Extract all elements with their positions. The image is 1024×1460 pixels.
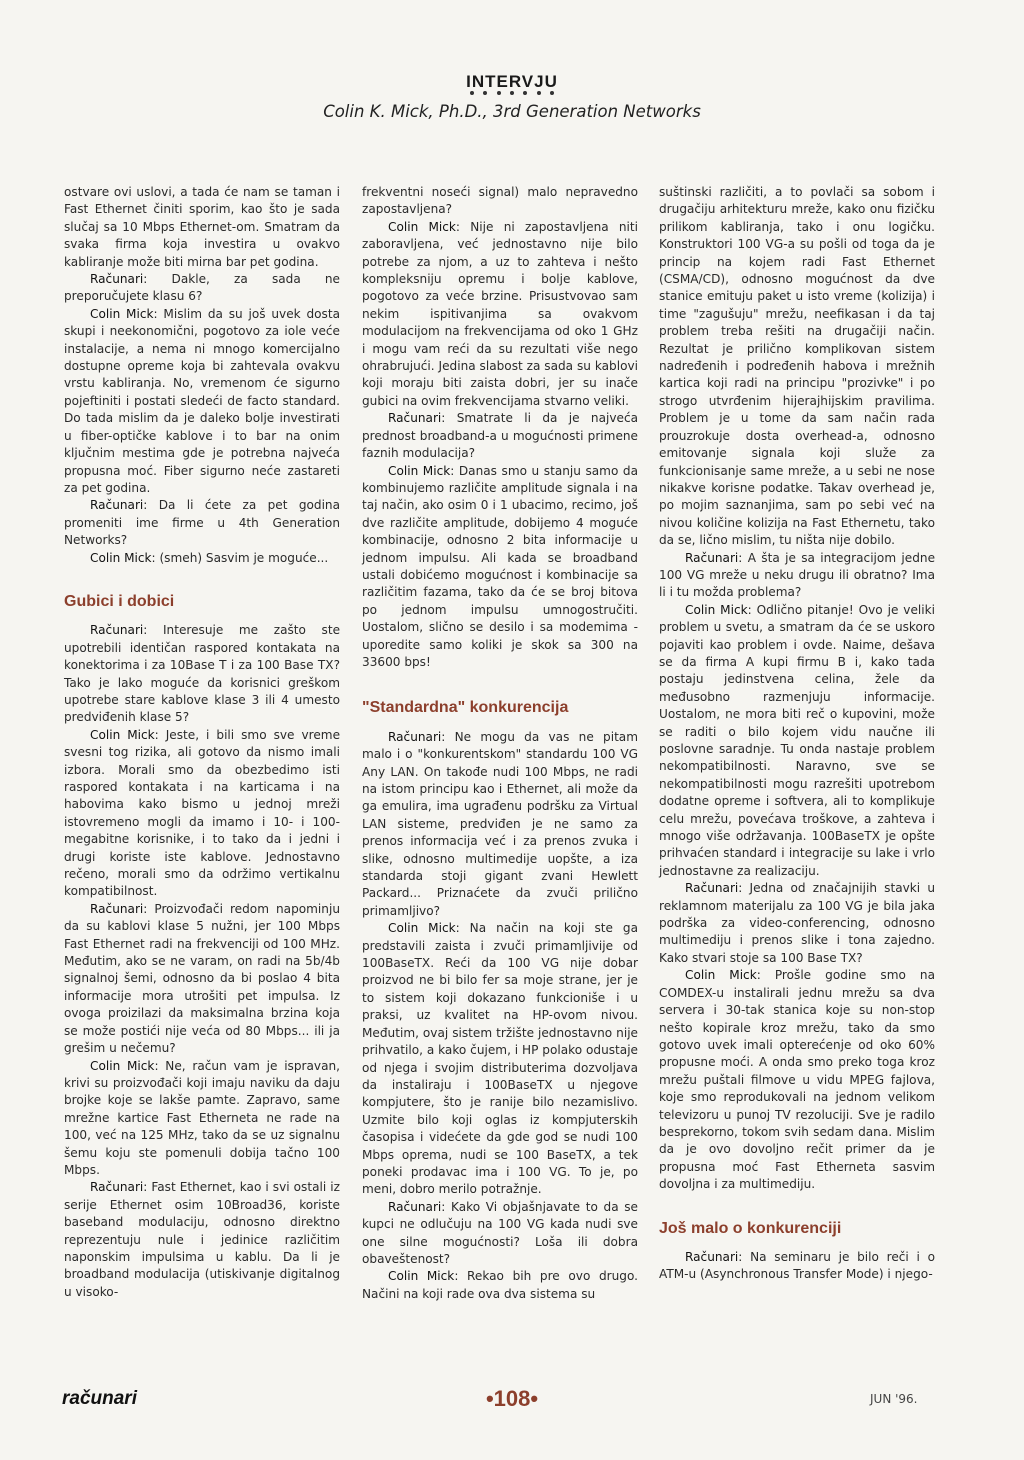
paragraph-text: A šta je sa integracijom jedne 100 VG mreže u neku drugu ili obratno? Ima li i tu možda problema?	[659, 550, 936, 600]
interview-paragraph: Računari: Proizvođači redom napominju da su kablovi klase 5 nužni, jer 100 Mbps Fast Ethernet radi na frekvenciji od 100 MHz. Međutim, ako se ne varam, on radi na 5b/4b signalnoj šemi, odnosno da bi poslao 4 bita informacije mora utrošiti pet impulsa. Iz ovoga proizilazi da maksimalna brzina koja se može postići nije veća od 80 Mbps... ili ja grešim u nečemu?	[64, 901, 340, 1056]
speaker-label: Colin Mick	[388, 1269, 455, 1284]
text-column-1	[64, 184, 340, 1301]
interview-paragraph: Colin Mick: Mislim da su još uvek dosta skupi i neekonomični, pogotovo za iole veće instalacije, a nema ni mnogo komercijalno dostupne opreme koja bi zahtevala ovakvu vrstu kabliranja. No, vremenom će sigurno pojeftiniti i postati sledeći de facto standard. Do tada mislim da je daleko bolje investirati u fiber-optičke kablove i to bar na onim ključnim mestima gde je potrebna najveća propusna moć. Fiber sigurno neće zastareti za pet godina.	[64, 306, 340, 495]
body-paragraph	[64, 184, 340, 271]
paragraph-text: Jeste, i bili smo sve vreme svesni tog rizika, ali gotovo da nismo imali izbora. Morali smo da obezbedimo isti raspored kontakata i na karticama i na habovima kako bismo u jednoj mreži istovremeno mogli da imamo i 10- i 100-megabitne korisnike, i to tako da i jedni i drugi koriste iste kablove. Jednostavno rečeno, morali smo da održimo vertikalnu kompatibilnost.	[64, 727, 341, 899]
interview-paragraph: Colin Mick: Na način na koji ste ga predstavili zaista i zvuči primamljivije od 100BaseTX. Reći da 100 VG nije dobar proizvod ne bi bilo fer sa moje strane, jer je to sistem koji dokazano funkcioniše i u praksi, uz kvalitet na HP-ovom nivou. Međutim, ovaj sistem tržište jednostavno nije prihvatilo, a kako čujem, i HP polako odustaje od njega i svojim distributerima dozvoljava da instaliraju i 100BaseTX u njegove kompjutere, što je ranije bilo nezamislivo. Uzmite bilo koji oglas iz kompjuterskih časopisa i videćete da gde god se nudi 100 Mbps oprema, nudi se 100 BaseTX, a tek poneki prodavac ima i 100 VG. To je, po meni, dobro merilo potražnje.	[362, 921, 638, 1197]
interview-subtitle: Colin K. Mick, Ph.D., 3rd Generation Networks	[323, 102, 701, 121]
page-number: •108•	[485, 1386, 539, 1411]
paragraph-text: frekventni noseći signal) malo nepravedno zapostavljena?	[362, 185, 638, 217]
speaker-label: Računari	[685, 1249, 739, 1264]
speaker-label: Računari	[685, 550, 739, 565]
speaker-label: Računari	[90, 623, 144, 638]
paragraph-text: Odlično pitanje! Ovo je veliki problem u svetu, a smatram da će se uskoro pojaviti kao problem i ovde. Naime, dešava se da firma A kupi firmu B i, kako tada postaju jedinstvena celina, žele da međusobno razmenjuju informacije. Uostalom, ne mora biti reč o kupovini, može se raditi o bilo kojem vidu naučne ili poslovne saradnje. Tu onda nastaje problem nekompatibilnosti. Naravno, sve se nekompatibilnosti mogu razrešiti upotrebom dodatne opreme i softvera, ali to komplikuje celu mrežu, povećava troškove, a zahteva i mnogo više održavanja. 100BaseTX je opšte prihvaćen standard i integracije su lake i vrlo jednostavne za realizaciju.	[659, 602, 935, 878]
section-heading: Još malo o konkurenciji	[659, 1219, 842, 1237]
interview-paragraph: Colin Mick: Odlično pitanje! Ovo je veliki problem u svetu, a smatram da će se uskoro pojaviti kao problem i ovde. Naime, dešava se da firma A kupi firmu B i, kako tada postaju jedinstvena celina, žele da međusobno razmenjuju informacije. Uostalom, ne mora biti reč o kupovini, može se raditi o bilo kojem vidu naučne ili poslovne saradnje. Tu onda nastaje problem nekompatibilnosti. Naravno, sve se nekompatibilnosti mogu razrešiti upotrebom dodatne opreme i softvera, ali to komplikuje celu mrežu, povećava troškove, a zahteva i mnogo više održavanja. 100BaseTX je opšte prihvaćen standard i integracije su lake i vrlo jednostavne za realizaciju.	[659, 602, 935, 878]
body-paragraph	[362, 184, 638, 219]
speaker-label: Colin Mick	[388, 219, 456, 234]
paragraph-text: Fast Ethernet, kao i svi ostali iz serije Ethernet osim 10Broad36, koriste baseband modulaciju, odnosno direktno reprezentuju nule i jedinice različitim naponskim impulsima u kablu. Da li je broadband modulacija (utiskivanje digitalnog u visoko-	[64, 1180, 340, 1299]
issue-date: JUN '96.	[870, 1392, 918, 1406]
paragraph-text: Ne mogu da vas ne pitam malo i o "konkurentskom" standardu 100 VG Any LAN. On takođe nudi 100 Mbps, ne radi na istom principu kao i Ethernet, ali može da ga emulira, ima ugrađenu podršku za Virtual LAN sisteme, predviđen je ne samo za prenos informacija već i za prenos zvuka i slike, odnosno multimedije uopšte, a iza standarda stoji gigant zvani Hewlett Packard... Priznaćete da zvuči prilično primamljivo?	[362, 729, 638, 918]
paragraph-text: Na način na koji ste ga predstavili zaista i zvuči primamljivije od 100BaseTX. Reći da 100 VG nije dobar proizvod ne bi bilo fer sa moje strane, jer je to sistem koji dokazano funkcioniše i u praksi, uz kvalitet na HP-ovom nivou. Međutim, ovaj sistem tržište jednostavno nije prihvatilo, a kako čujem, i HP polako odustaje od njega i svojim distributerima dozvoljava da instaliraju i 100BaseTX u njegove kompjutere, što je ranije bilo nezamislivo. Uzmite bilo koji oglas iz kompjuterskih časopisa i videćete da gde god se nudi 100 Mbps oprema, nudi se 100 BaseTX, a tek poneki prodavac ima i 100 VG. To je, po meni, dobro merilo potražnje.	[362, 921, 638, 1197]
paragraph-text: Da li ćete za pet godina promeniti ime firme u 4th Generation Networks?	[64, 498, 341, 548]
section-heading: Gubici i dobici	[64, 592, 175, 610]
paragraph-text: Na seminaru je bilo reči i o ATM-u (Asynchronous Transfer Mode) i njego-	[659, 1249, 936, 1282]
speaker-label: Računari	[90, 498, 144, 513]
interview-paragraph: Računari: Fast Ethernet, kao i svi ostali iz serije Ethernet osim 10Broad36, koriste baseband modulaciju, odnosno direktno reprezentuju nule i jedinice različitim naponskim impulsima u kablu. Da li je broadband modulacija (utiskivanje digitalnog u visoko-	[64, 1180, 340, 1299]
interview-paragraph: Računari: Dakle, za sada ne preporučujete klasu 6?	[64, 272, 340, 304]
paragraph-text: Nije ni zapostavljena niti zaboravljena, već jednostavno nije bilo potrebe za njom, a uz to zahteva i nešto kompleksniju opremu i bolje kablove, pogotovo za veće brzine. Prisustvovao sam nekim ispitivanjima sa ovakvom modulacijom na frekvencijama od oko 1 GHz i mogu vam reći da su rezultati više nego ohrabrujući. Jedina slabost za sada su kablovi koji moraju biti zaista dobri, jer su inače gubici na ovim frekvencijama stvarno veliki.	[362, 219, 639, 408]
speaker-label: Računari	[388, 729, 442, 744]
speaker-label: Računari	[90, 1180, 144, 1195]
paragraph-text: Jedna od značajnijih stavki u reklamnom materijalu za 100 VG je bila jaka podrška za video-conferencing, odnosno multimediju i prenos slike i tona zajedno. Kako stvari stoje sa 100 Base TX?	[659, 881, 936, 965]
interview-paragraph: Računari: Interesuje me zašto ste upotrebili identičan raspored kontakata na konektorima i za 10Base T i za 100 Base TX? Tako je lako moguće da korisnici greškom upotrebe stare kablove klase 3 ili 4 umesto predviđenih klase 5?	[64, 623, 341, 725]
interview-paragraph: Colin Mick: Ne, račun vam je ispravan, krivi su proizvođači koji imaju naviku da daju brojke koje se lakše pamte. Zapravo, same mrežne kartice Fast Etherneta ne rade na 100, već na 125 MHz, tako da se uz signalnu šemu koju ste pomenuli dobija tačno 100 Mbps.	[64, 1058, 340, 1177]
interview-paragraph: Colin Mick: Jeste, i bili smo sve vreme svesni tog rizika, ali gotovo da nismo imali izbora. Morali smo da obezbedimo isti raspored kontakata i na karticama i na habovima kako bismo u jednoj mreži istovremeno mogli da imamo i 10- i 100-megabitne korisnike, i to tako da i jedni i drugi koriste iste kablove. Jednostavno rečeno, morali smo da održimo vertikalnu kompatibilnost.	[64, 727, 341, 899]
paragraph-text: Proizvođači redom napominju da su kablovi klase 5 nužni, jer 100 Mbps Fast Ethernet radi na frekvenciji od 100 MHz. Međutim, ako se ne varam, on radi na 5b/4b signalnoj šemi, odnosno da bi poslao 4 bita informacije mora utrošiti pet impulsa. Iz ovoga proizilazi da maksimalna brzina koja se može postići nije veća od 80 Mbps... ili ja grešim u nečemu?	[64, 901, 340, 1056]
speaker-label: Colin Mick	[90, 727, 155, 742]
speaker-label: Colin Mick	[90, 1058, 155, 1073]
speaker-label: Računari	[90, 272, 144, 287]
kicker-dots	[470, 91, 554, 95]
paragraph-text: ostvare ovi uslovi, a tada će nam se taman i Fast Ethernet činiti sporim, kao što je sada slučaj sa 10 Mbps Ethernet-om. Smatram da svaka firma koja investira u ovakvo kabliranje može biti mirna bar pet godina.	[64, 185, 340, 269]
interview-paragraph: Colin Mick: (smeh) Sasvim je moguće...	[90, 550, 329, 565]
interview-paragraph: Računari: Na seminaru je bilo reči i o ATM-u (Asynchronous Transfer Mode) i njego-	[659, 1249, 936, 1282]
paragraph-text: Mislim da su još uvek dosta skupi i neekonomični, pogotovo za iole veće instalacije, a nema ni mnogo komercijalno dostupne opreme koja bi zahtevala ovakvu vrstu kabliranja. No, vremenom će sigurno pojeftiniti i postati sledeći de facto standard. Do tada mislim da je daleko bolje investirati u fiber-optičke kablove i to bar na onim ključnim mestima gde je potrebna najveća propusna moć. Fiber sigurno neće zastareti za pet godina.	[64, 306, 340, 495]
section-heading: "Standardna" konkurencija	[362, 699, 569, 717]
interview-paragraph: Računari: Kako Vi objašnjavate to da se kupci ne odlučuju na 100 VG kada nudi sve one silne mogućnosti? Loša ili dobra obaveštenost?	[362, 1199, 638, 1266]
interview-paragraph: Računari: Jedna od značajnijih stavki u reklamnom materijalu za 100 VG je bila jaka podrška za video-conferencing, odnosno multimediju i prenos slike i tona zajedno. Kako stvari stoje sa 100 Base TX?	[659, 881, 936, 965]
speaker-label: Računari	[685, 881, 739, 896]
interview-paragraph: Računari: Smatrate li da je najveća prednost broadband-a u mogućnosti primene faznih modulacija?	[362, 411, 638, 461]
speaker-label: Računari	[388, 411, 442, 426]
interview-paragraph: Colin Mick: Danas smo u stanju samo da kombinujemo različite amplitude signala i na taj način, ako osim 0 i 1 ubacimo, recimo, još dve različite amplitude, dobijemo 4 moguće kombinacije, odnosno 2 bita informacije u jednom impulsu. Ali kada se broadband ustali dobićemo mogućnost i kombinacije sa različitim fazama, tako da će se broj bitova po jednom impulsu umnogostručiti. Uostalom, slično se desilo i sa modemima - uporedite samo koliki je skok sa 300 na 33600 bps!	[362, 463, 639, 669]
interview-paragraph: Računari: Da li ćete za pet godina promeniti ime firme u 4th Generation Networks?	[64, 498, 341, 548]
paragraph-text: (smeh) Sasvim je moguće...	[159, 550, 329, 565]
interview-paragraph: Računari: Ne mogu da vas ne pitam malo i o "konkurentskom" standardu 100 VG Any LAN. On takođe nudi 100 Mbps, ne radi na istom principu kao i Ethernet, ali može da ga emulira, ima ugrađenu podršku za Virtual LAN sisteme, predviđen je ne samo za prenos informacija već i za prenos zvuka i slike, odnosno multimedije uopšte, a iza standarda stoji gigant zvani Hewlett Packard... Priznaćete da zvuči prilično primamljivo?	[362, 729, 638, 918]
interview-paragraph: Colin Mick: Prošle godine smo na COMDEX-u instalirali jednu mrežu sa dva servera i 30-tak stanica koje su non-stop nešto kopirale kroz mrežu, tako da smo gotovo uvek imali opterećenje od oko 60% propusne moći. A onda smo preko toga kroz mrežu puštali filmove u vidu MPEG fajlova, koje smo reprodukovali na jednom velikom televizoru u punoj TV rezoluciji. Sve je radilo besprekorno, tokom svih sedam dana. Mislim da je ovo dovoljno rečit primer da je propusna moć Fast Etherneta sasvim dovoljna i za multimediju.	[659, 968, 935, 1192]
body-paragraph	[659, 184, 935, 550]
speaker-label: Colin Mick	[685, 968, 757, 983]
paragraph-text: Prošle godine smo na COMDEX-u instalirali jednu mrežu sa dva servera i 30-tak stanica koje su non-stop nešto kopirale kroz mrežu, tako da smo gotovo uvek imali opterećenje od oko 60% propusne moći. A onda smo preko toga kroz mrežu puštali filmove u vidu MPEG fajlova, koje smo reprodukovali na jednom velikom televizoru u punoj TV rezoluciji. Sve je radilo besprekorno, tokom svih sedam dana. Mislim da je ovo dovoljno rečit primer da je propusna moć Fast Etherneta sasvim dovoljna i za multimediju.	[659, 968, 935, 1192]
text-column-2	[362, 184, 638, 1303]
magazine-brand: računari	[62, 1388, 137, 1409]
paragraph-text: Dakle, za sada ne preporučujete klasu 6?	[64, 272, 340, 304]
paragraph-text: Ne, račun vam je ispravan, krivi su proizvođači koji imaju naviku da daju brojke koje se lakše pamte. Zapravo, same mrežne kartice Fast Etherneta ne rade na 100, već na 125 MHz, tako da se uz signalnu šemu koju ste pomenuli dobija tačno 100 Mbps.	[64, 1058, 340, 1177]
speaker-label: Colin Mick	[685, 602, 748, 617]
speaker-label: Colin Mick	[90, 550, 152, 565]
paragraph-text: Interesuje me zašto ste upotrebili identičan raspored kontakata na konektorima i za 10Base T i za 100 Base TX? Tako je lako moguće da korisnici greškom upotrebe stare kablove klase 3 ili 4 umesto predviđenih klase 5?	[64, 623, 341, 725]
speaker-label: Colin Mick	[388, 463, 451, 478]
paragraph-text: Rekao bih pre ovo drugo. Načini na koji rade ova dva sistema su	[362, 1269, 639, 1301]
paragraph-text: Kako Vi objašnjavate to da se kupci ne odlučuju na 100 VG kada nudi sve one silne mogućnosti? Loša ili dobra obaveštenost?	[362, 1199, 638, 1266]
paragraph-text: Smatrate li da je najveća prednost broadband-a u mogućnosti primene faznih modulacija?	[362, 411, 638, 461]
paragraph-text: suštinski različiti, a to povlači sa sobom i drugačiju arhitekturu mreže, kako onu fizičku prilikom kabliranja, tako i onu logičku. Konstruktori 100 VG-a su pošli od toga da je princip na kojem radi Fast Ethernet (CSMA/CD), odnosno mogućnost da dve stanice emituju paket u isto vreme (kolizija) i time "zagušuju" mrežu, neefikasan i da taj problem treba rešiti na drugačiji način. Rezultat je prilično komplikovan sistem nadređenih i podređenih habova i mrežnih kartica koji radi na principu "prozivke" i po strogo utvrđenim hijerajhijskim pravilima. Problem je u tome da sam način rada prouzrokuje dosta overhead-a, odnosno emitovanje signala koji služe za funkcionisanje same mreže, a u sebi ne nose nikakve korisne podatke. Takav overhead je, po mojim saznanjima, sam po sebi već na nivou količine kolizija na Fast Ethernetu, tako da se, lično mislim, tu ništa nije dobilo.	[659, 185, 935, 548]
interview-paragraph: Računari: A šta je sa integracijom jedne 100 VG mreže u neku drugu ili obratno? Ima li i tu možda problema?	[659, 550, 936, 600]
speaker-label: Colin Mick	[90, 306, 154, 321]
speaker-label: Colin Mick	[388, 921, 456, 936]
section-kicker	[466, 72, 558, 92]
interview-paragraph: Colin Mick: Nije ni zapostavljena niti zaboravljena, već jednostavno nije bilo potrebe za njom, a uz to zahteva i nešto kompleksniju opremu i bolje kablove, pogotovo za veće brzine. Prisustvovao sam nekim ispitivanjima sa ovakvom modulacijom na frekvencijama od oko 1 GHz i mogu vam reći da su rezultati više nego ohrabrujući. Jedina slabost za sada su kablovi koji moraju biti zaista dobri, jer su inače gubici na ovim frekvencijama stvarno veliki.	[362, 219, 639, 408]
paragraph-text: Danas smo u stanju samo da kombinujemo različite amplitude signala i na taj način, ako osim 0 i 1 ubacimo, recimo, još dve različite amplitude, dobijemo 4 moguće kombinacije, odnosno 2 bita informacije u jednom impulsu. Ali kada se broadband ustali dobićemo mogućnost i kombinacije sa različitim fazama, tako da će se broj bitova po jednom impulsu umnogostručiti. Uostalom, slično se desilo i sa modemima - uporedite samo koliki je skok sa 300 na 33600 bps!	[362, 463, 639, 669]
section-title: INTERVJU	[466, 72, 558, 91]
text-column-3	[659, 184, 935, 1284]
interview-paragraph: Colin Mick: Rekao bih pre ovo drugo. Načini na koji rade ova dva sistema su	[362, 1269, 639, 1301]
speaker-label: Računari	[388, 1199, 442, 1214]
speaker-label: Računari	[90, 901, 144, 916]
page-header	[0, 72, 1024, 121]
